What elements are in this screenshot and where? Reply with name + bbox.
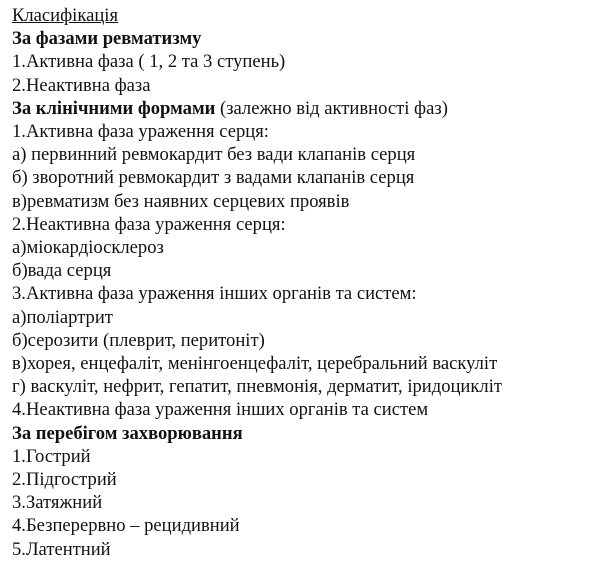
list-item: 3.Затяжний bbox=[12, 492, 103, 514]
list-item: а)міокардіосклероз bbox=[12, 237, 164, 259]
section-heading-clinical: За клінічними формами bbox=[12, 97, 216, 119]
list-item: г) васкуліт, нефрит, гепатит, пневмонія, дерматит, іридоцикліт bbox=[12, 376, 502, 398]
list-item: 5.Латентний bbox=[12, 538, 111, 560]
section-heading-clinical-row bbox=[12, 97, 598, 120]
section-heading-note: (залежно від активності фаз) bbox=[215, 97, 448, 119]
list-item: в)ревматизм без наявних серцевих проявів bbox=[12, 190, 350, 212]
list-item: 4.Неактивна фаза ураження інших органів та систем bbox=[12, 399, 429, 421]
list-item: 2.Підгострий bbox=[12, 469, 117, 491]
list-item: 2.Неактивна фаза ураження серця: bbox=[12, 213, 286, 235]
list-item: 4.Безперервно – рецидивний bbox=[12, 515, 240, 537]
list-item: б)серозити (плеврит, перитоніт) bbox=[12, 329, 265, 351]
document-body bbox=[12, 4, 598, 561]
document-title: Класифікація bbox=[12, 5, 119, 26]
section-heading-course: За перебігом захворювання bbox=[12, 422, 243, 444]
list-item: 1.Гострий bbox=[12, 445, 91, 467]
list-item: в)хорея, енцефаліт, менінгоенцефаліт, церебральний васкуліт bbox=[12, 353, 498, 375]
list-item: 3.Активна фаза ураження інших органів та систем: bbox=[12, 283, 417, 305]
list-item: б)вада серця bbox=[12, 260, 112, 282]
section-heading-phases: За фазами ревматизму bbox=[12, 28, 202, 50]
list-item: а) первинний ревмокардит без вади клапанів серця bbox=[12, 144, 416, 166]
list-item: 2.Неактивна фаза bbox=[12, 74, 151, 96]
list-item: а)поліартрит bbox=[12, 306, 113, 328]
list-item: б) зворотний ревмокардит з вадами клапанів серця bbox=[12, 167, 415, 189]
list-item: 1.Активна фаза ( 1, 2 та 3 ступень) bbox=[12, 51, 286, 73]
list-item: 1.Активна фаза ураження серця: bbox=[12, 121, 269, 143]
